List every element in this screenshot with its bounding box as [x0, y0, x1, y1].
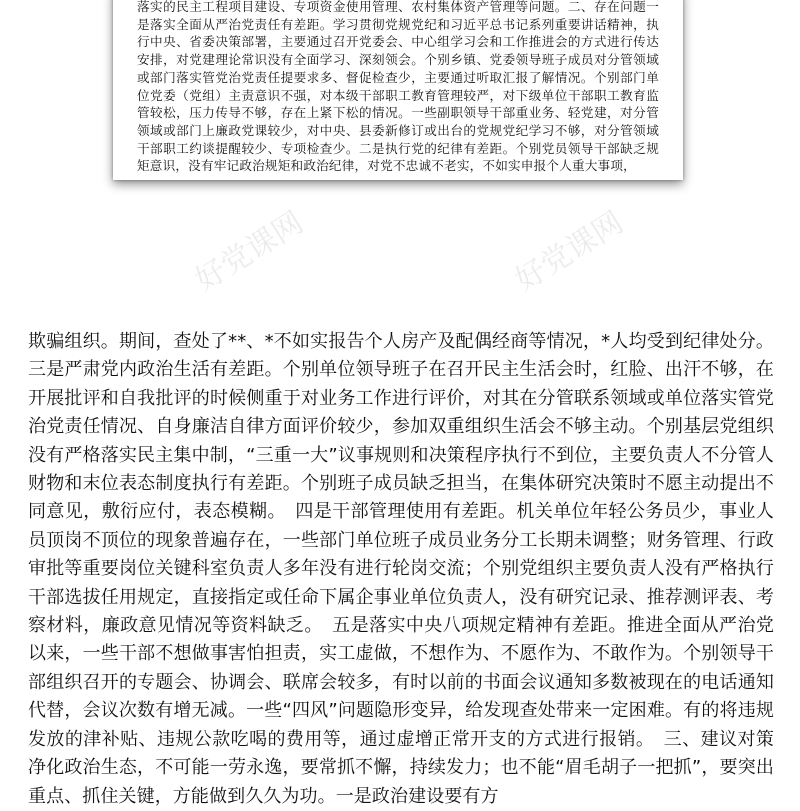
page-top-area — [0, 0, 800, 300]
document-body-text: 欺骗组织。期间，查处了**、*不如实报告个人房产及配偶经商等情况，*人均受到纪律处分。三是严肃党内政治生活有差距。个别单位领导班子在召开民主生活会时，红脸、出汗不够，在开展批评和自我批评的时候侧重于对业务工作进行评价，对其在分管联系领域或单位落实管党治党责任情况、自身廉洁自律方面评价较少，参加双重组织生活会不够主动。个别基层党组织没有严格落实民主集中制，“三重一大”议事规则和决策程序执行不到位，主要负责人不分管人财物和末位表态制度执行有差距。个别班子成员缺乏担当，在集体研究决策时不愿主动提出不同意见，敷衍应付，表态模糊。 四是干部管理使用有差距。机关单位年轻公务员少，事业人员顶岗不顶位的现象普遍存在，一些部门单位班子成员业务分工长期未调整；财务管理、行政审批等重要岗位关键科室负责人多年没有进行轮岗交流；个别党组织主要负责人没有严格执行干部选拔任用规定，直接指定或任命下属企事业单位负责人，没有研究记录、推荐测评表、考察材料，廉政意见情况等资料缺乏。 五是落实中央八项规定精神有差距。推进全面从严治党以来，一些干部不想做事害怕担责，实工虚做，不想作为、不愿作为、不敢作为。个别领导干部组织召开的专题会、协调会、联席会较多，有时以前的书面会议通知多数被现在的电话通知代替，会议次数有增无减。一些“四风”问题隐形变异，给发现查处带来一定困难。有的将违规发放的津补贴、违规公款吃喝的费用等，通过虚增正常开支的方式进行报销。 三、建议对策 净化政治生态，不可能一劳永逸，要常抓不懈，持续发力；也不能“眉毛胡子一把抓”，要突出重点、抓住关键，方能做到久久为功。一是政治建设要有方 — [28, 331, 774, 807]
scanned-document-image — [113, 0, 683, 180]
scanned-document-text: 落实的民主工程项目建设、专项资金使用管理、农村集体资产管理等问题。二、存在问题一是落实全面从严治党责任有差距。学习贯彻党规党纪和习近平总书记系列重要讲话精神，执行中央、省委决策部署，主要通过召开党委会、中心组学习会和工作推进会的方式进行传达安排，对党建理论常识没有全面学习、深刻领会。个别乡镇、党委领导班子成员对分管领域或部门落实管党治党责任提要求多、督促检查少，主要通过听取汇报了解情况。个别部门单位党委（党组）主责意识不强，对本级干部职工教育管理较严，对下级单位干部职工教育监管较松，压力传导不够，存在上紧下松的情况。一些副职领导干部重业务、轻党建，对分管领域或部门上廉政党课较少，对中央、县委新修订或出台的党规党纪学习不够，对分管领域干部职工约谈提醒较少、专项检查少。二是执行党的纪律有差距。个别党员领导干部缺乏规矩意识，没有牢记政治规矩和政治纪律，对党不忠诚不老实，不如实申报个人重大事项， — [137, 0, 659, 174]
watermark-left: 好党课网 — [189, 205, 310, 299]
watermark-right: 好党课网 — [509, 205, 630, 299]
